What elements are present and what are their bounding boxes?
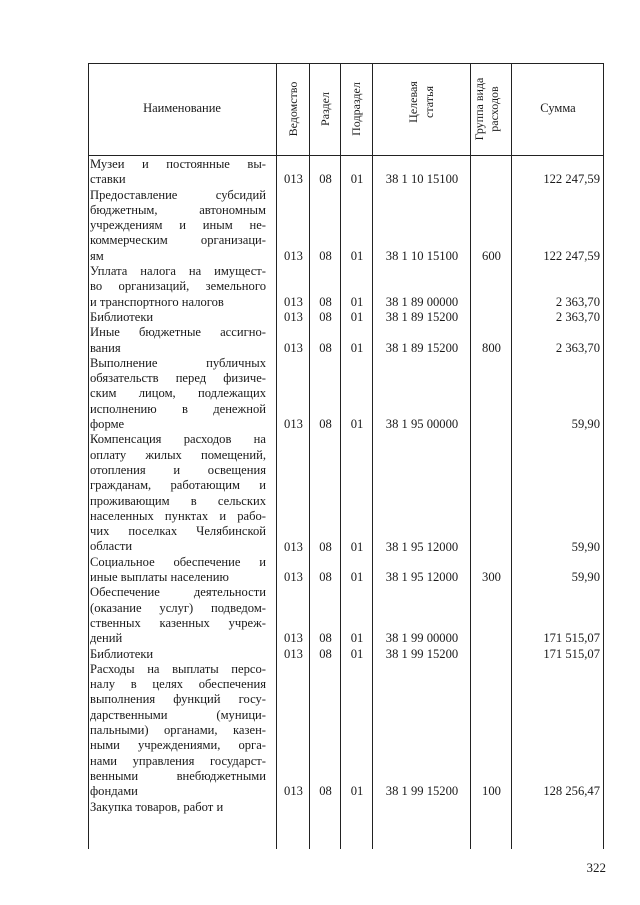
row-name-line: пальными) органами, казен- bbox=[90, 723, 266, 738]
row-name bbox=[90, 662, 266, 800]
cell-sec: 08 bbox=[319, 646, 332, 661]
row-name-line: ским лицом, подлежащих bbox=[90, 386, 266, 401]
row-name-line: ставки bbox=[90, 172, 126, 187]
cell-sum: 59,90 bbox=[571, 570, 600, 585]
row-name-line: исполнению в денежной bbox=[90, 401, 266, 416]
row-name-line: бюджетным, автономным bbox=[90, 202, 266, 217]
cell-dept: 013 bbox=[284, 310, 303, 324]
cell-sum: 2 363,70 bbox=[555, 294, 600, 309]
row-name-line: иные выплаты населению bbox=[90, 570, 229, 585]
row-name bbox=[90, 264, 266, 310]
cell-group: 300 bbox=[482, 570, 501, 585]
header-bottom-border bbox=[88, 155, 604, 156]
cell-article: 38 1 99 15200 bbox=[385, 784, 459, 799]
row-name-line: Обеспечение деятельности bbox=[90, 585, 266, 600]
cell-dept: 013 bbox=[284, 417, 303, 432]
cell-sum: 122 247,59 bbox=[543, 248, 600, 263]
cell-article: 38 1 99 15200 bbox=[385, 646, 459, 661]
cell-article: 38 1 89 15200 bbox=[385, 340, 459, 355]
row-name-line: Музеи и постоянные вы- bbox=[90, 157, 266, 171]
header-section: Раздел bbox=[318, 92, 332, 126]
row-name-line: оплату жилых помещений, bbox=[90, 447, 266, 462]
header-subsection: Подраздел bbox=[349, 82, 363, 136]
cell-sec: 08 bbox=[319, 631, 332, 646]
cell-sec: 08 bbox=[319, 539, 332, 554]
cell-sub: 01 bbox=[350, 646, 364, 661]
cell-group: 800 bbox=[482, 340, 501, 355]
cell-article: 38 1 95 12000 bbox=[385, 570, 459, 585]
cell-sub: 01 bbox=[350, 310, 364, 324]
row-name-line: гражданам, работающим и bbox=[90, 478, 266, 493]
cell-sec: 08 bbox=[319, 340, 332, 355]
cell-dept: 013 bbox=[284, 539, 303, 554]
cell-article: 38 1 10 15100 bbox=[385, 172, 459, 187]
cell-sum: 122 247,59 bbox=[543, 172, 600, 187]
cell-article: 38 1 95 00000 bbox=[385, 417, 459, 432]
cell-sub: 01 bbox=[350, 172, 364, 187]
row-name bbox=[90, 325, 266, 356]
header-expense-group-2: расходов bbox=[487, 86, 501, 132]
row-name-line: налу в целях обеспечения bbox=[90, 677, 266, 692]
cell-article: 38 1 10 15100 bbox=[385, 248, 459, 263]
cell-dept: 013 bbox=[284, 570, 303, 585]
cell-sub: 01 bbox=[350, 539, 364, 554]
row-name bbox=[90, 800, 266, 815]
cell-dept: 013 bbox=[284, 631, 303, 646]
cell-article: 38 1 95 12000 bbox=[385, 539, 459, 554]
row-name-line: дений bbox=[90, 631, 123, 646]
cell-sum: 2 363,70 bbox=[555, 340, 600, 355]
header-expense-group-1: Группа вида bbox=[472, 77, 486, 141]
row-name-line: ными учреждениями, орга- bbox=[90, 738, 266, 753]
cell-sub: 01 bbox=[350, 631, 364, 646]
table-left-border bbox=[88, 63, 89, 849]
cell-sum: 2 363,70 bbox=[555, 310, 600, 324]
cell-article: 38 1 89 15200 bbox=[385, 310, 459, 324]
row-name-line: Библиотеки bbox=[90, 310, 154, 324]
row-name-line: Предоставление субсидий bbox=[90, 187, 266, 202]
cell-dept: 013 bbox=[284, 784, 303, 799]
row-name-line: и транспортного налогов bbox=[90, 294, 224, 309]
table-top-border bbox=[88, 63, 604, 64]
row-name bbox=[90, 555, 266, 586]
col-sep-5 bbox=[470, 63, 471, 849]
budget-table bbox=[88, 63, 604, 849]
cell-dept: 013 bbox=[284, 646, 303, 661]
row-name-line: вания bbox=[90, 340, 121, 355]
cell-dept: 013 bbox=[284, 248, 303, 263]
row-name bbox=[90, 157, 266, 188]
cell-dept: 013 bbox=[284, 340, 303, 355]
cell-sub: 01 bbox=[350, 784, 364, 799]
cell-dept: 013 bbox=[284, 294, 303, 309]
row-name-line: ям bbox=[90, 248, 104, 263]
row-name-line: населенных пунктах и рабо- bbox=[90, 508, 266, 523]
cell-sec: 08 bbox=[319, 248, 332, 263]
cell-sec: 08 bbox=[319, 310, 332, 324]
row-name bbox=[90, 432, 266, 554]
row-name bbox=[90, 585, 266, 646]
cell-group: 100 bbox=[482, 784, 501, 799]
row-name-line: дарственными (муници- bbox=[90, 707, 266, 722]
cell-article: 38 1 99 00000 bbox=[385, 631, 459, 646]
table-right-border bbox=[603, 63, 604, 849]
cell-article: 38 1 89 00000 bbox=[385, 294, 459, 309]
header-name: Наименование bbox=[143, 101, 221, 115]
row-name-line: Расходы на выплаты персо- bbox=[90, 661, 266, 676]
row-name bbox=[90, 647, 266, 662]
row-name-line: чих поселках Челябинской bbox=[90, 524, 266, 539]
cell-sec: 08 bbox=[319, 784, 332, 799]
row-name-line: выполнения функций госу- bbox=[90, 692, 266, 707]
cell-sub: 01 bbox=[350, 340, 364, 355]
row-name-line: отопления и освещения bbox=[90, 462, 266, 477]
row-name-line: венными внебюджетными bbox=[90, 768, 266, 783]
row-name-line: Уплата налога на имущест- bbox=[90, 264, 266, 279]
row-name-line: Иные бюджетные ассигно- bbox=[90, 325, 266, 340]
row-name-line: форме bbox=[90, 417, 125, 432]
row-name-line: во организаций, земельного bbox=[90, 279, 266, 294]
page-number: 322 bbox=[586, 860, 606, 875]
cell-dept: 013 bbox=[284, 172, 303, 187]
cell-sec: 08 bbox=[319, 294, 332, 309]
row-name bbox=[90, 310, 266, 325]
col-sep-3 bbox=[340, 63, 341, 849]
col-sep-2 bbox=[309, 63, 310, 849]
row-name bbox=[90, 188, 266, 264]
cell-sec: 08 bbox=[319, 570, 332, 585]
cell-sec: 08 bbox=[319, 172, 332, 187]
cell-sec: 08 bbox=[319, 417, 332, 432]
header-department: Ведомство bbox=[286, 81, 300, 137]
cell-sum: 171 515,07 bbox=[543, 646, 600, 661]
header-article-2: статья bbox=[422, 86, 436, 118]
header-sum: Сумма bbox=[540, 101, 576, 115]
cell-sum: 59,90 bbox=[571, 417, 600, 432]
cell-sub: 01 bbox=[350, 248, 364, 263]
row-name-line: Библиотеки bbox=[90, 646, 154, 661]
cell-sub: 01 bbox=[350, 294, 364, 309]
row-name-line: (оказание услуг) подведом- bbox=[90, 600, 266, 615]
row-name-line: обязательств перед физиче- bbox=[90, 371, 266, 386]
row-name-line: Закупка товаров, работ и bbox=[90, 799, 224, 814]
row-name bbox=[90, 356, 266, 432]
cell-group: 600 bbox=[482, 248, 501, 263]
row-name-line: фондами bbox=[90, 784, 138, 799]
cell-sub: 01 bbox=[350, 417, 364, 432]
header-article-1: Целевая bbox=[406, 81, 420, 123]
row-name-line: учреждениям и иным не- bbox=[90, 218, 266, 233]
row-name-line: проживающим в сельских bbox=[90, 493, 266, 508]
row-name-line: Компенсация расходов на bbox=[90, 432, 266, 447]
cell-sum: 128 256,47 bbox=[543, 784, 600, 799]
row-name-line: ственных казенных учреж- bbox=[90, 615, 266, 630]
row-name-line: области bbox=[90, 539, 133, 554]
col-sep-1 bbox=[276, 63, 277, 849]
cell-sum: 59,90 bbox=[571, 539, 600, 554]
cell-sum: 171 515,07 bbox=[543, 631, 600, 646]
col-sep-4 bbox=[372, 63, 373, 849]
row-name-line: коммерческим организаци- bbox=[90, 233, 266, 248]
row-name-line: Социальное обеспечение и bbox=[90, 554, 266, 569]
row-name-line: Выполнение публичных bbox=[90, 355, 266, 370]
cell-sub: 01 bbox=[350, 570, 364, 585]
row-name-line: нами управления государст- bbox=[90, 753, 266, 768]
